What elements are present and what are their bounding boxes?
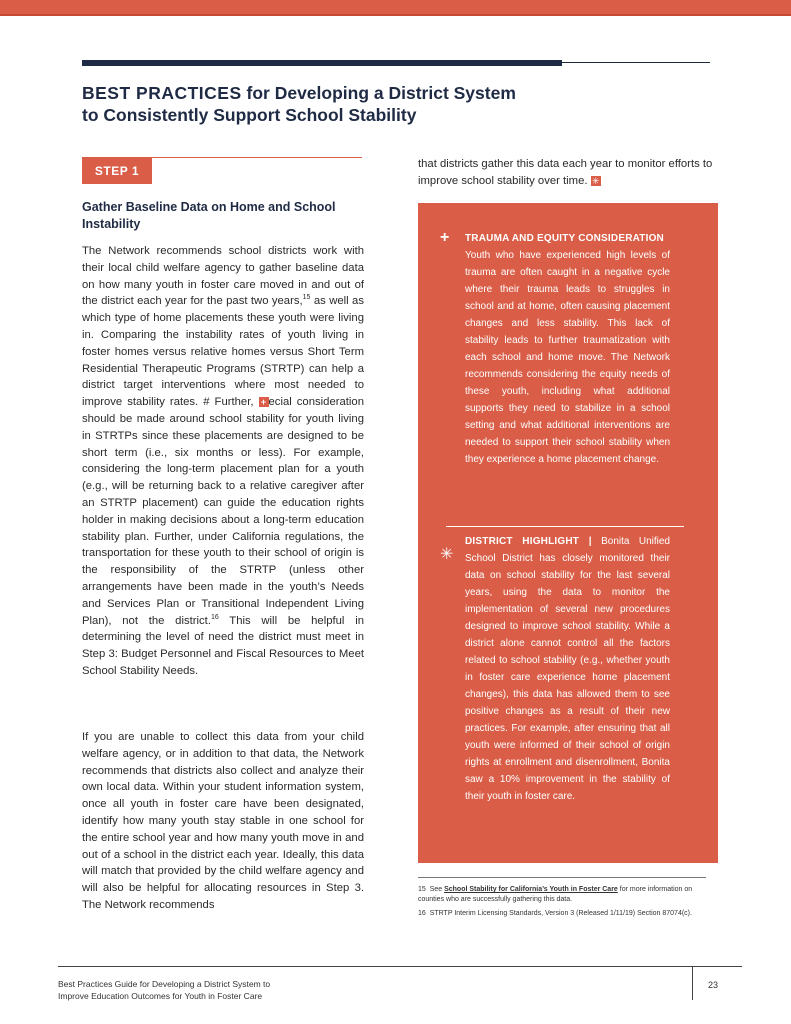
footnote-rule (418, 877, 706, 878)
footnote-15-pre: See (429, 886, 445, 893)
trauma-lead: TRAUMA AND EQUITY CONSIDERATION (465, 233, 664, 244)
footnote-15-post: for more information on counties who are successfully gathering this data. (418, 886, 693, 903)
footnote-16 (418, 909, 708, 919)
p1-part-a: The Network recommends school districts work with their local child welfare agency to gather baseline data on how many youth in foster care moved in and out of the district each year for the past two years, (82, 245, 364, 308)
footnote-15-link[interactable]: School Stability for California’s Youth in Foster Care (444, 886, 618, 893)
body-paragraph-2: If you are unable to collect this data from your child welfare agency, or in addition to that data, the Network recommends that districts also collect and analyze their own local data. Within your student information system, once all youth in foster care have been designated, identify how many youth stay stable in one school for the entire school year and how many youth move in and out of a school in the district each year. Ideally, this data will match that provided by the child welfare agency and will also be helpful for allocating resources in Step 3. The Network recommends (82, 731, 364, 911)
p1-part-b: as well as which type of home placements these youth were living in. Comparing the instability rates of youth living in foster homes versus relative homes versus Short Term Residential Therapeutic Programs (STRTP) can help a district target interventions where most needed to improve stability rates. # Further, (82, 295, 364, 409)
plus-icon: + (440, 229, 450, 246)
asterisk-icon: ✳ (440, 546, 454, 563)
footnote-ref-15[interactable]: 15 (302, 294, 311, 302)
top-banner (0, 0, 791, 14)
footer-title (58, 978, 378, 1002)
title-rest: for Developing a District System (241, 83, 516, 103)
highlight-text: Bonita Unified School District has closely monitored their data on school stability for the last several years, using the data to monitor the implementation of several new procedures designed to improve school stability. While a district alone cannot control all the factors related to school stability (e.g., whether youth in foster care experience home placement changes), this data has allowed them to see positive changes as a result of their new practices. For example, after ensuring that all youth were informed of their school of origin rights at enrollment and disenrollment, Bonita saw a 10% improvement in the stability of their youth in foster care. (465, 536, 670, 802)
section-heading: Gather Baseline Data on Home and School Instability (82, 200, 336, 231)
footer-rule (58, 966, 742, 967)
highlight-lead: DISTRICT HIGHLIGHT | (465, 536, 592, 547)
trauma-equity-callout (465, 230, 670, 468)
title-bold: BEST PRACTICES (82, 83, 242, 103)
callout-divider (446, 526, 684, 527)
footer-line-2: Improve Education Outcomes for Youth in Foster Care (58, 991, 263, 1001)
step-badge: STEP 1 (82, 158, 152, 184)
page-number: 23 (708, 980, 719, 990)
footnote-16-number: 16 (418, 910, 426, 917)
top-banner-line (0, 14, 791, 16)
trauma-text: Youth who have experienced high levels of trauma are often caught in a negative cycle where their trauma leads to struggles in school and at home, often causing placement changes and less stability. This lack of stability leads to further traumatization with each school and home move. The Network recommends considering the equity needs of these youth, including what additional supports they need to stabilize in a school setting and what additional interventions are needed to support their school stability when they experience a home placement change. (465, 250, 670, 465)
p1-part-d: This will be helpful in determining the level of need the district must meet in Step 3: Budget Personnel and Fiscal Resources to Meet School Stability Needs. (82, 614, 364, 677)
plus-icon: + (259, 397, 269, 407)
title-line-2: to Consistently Support School Stability (82, 105, 417, 125)
continued-paragraph (418, 156, 718, 190)
continued-text: that districts gather this data each year to monitor efforts to improve school stability over time. (418, 158, 713, 187)
page-title (82, 82, 642, 126)
p1-part-c: ecial consideration should be made around school stability for youth living in STRTPs since these placements are designed to be short term (i.e., six months or less). For example, considering the long-term placement plan for a youth (e.g., will be returning back to a relative caregiver after an STRTP placement) can guide the education rights holder in making decisions about a long-term education stability plan. Further, under California regulations, the transportation for these youth to their school of origin is the responsibility of the STRTP (unless other arrangements have been made in the youth’s Needs and Services Plan or Transitional Independent Living Plan), not the district. (82, 396, 364, 627)
footnote-15-number: 15 (418, 886, 426, 893)
body-paragraph-1 (82, 243, 364, 680)
footnote-16-text: STRTP Interim Licensing Standards, Version 3 (Released 1/11/19) Section 87074(c). (429, 910, 692, 917)
title-rule-thin (562, 62, 710, 63)
footnotes (418, 885, 708, 923)
asterisk-icon: ✳ (591, 175, 600, 186)
footer-divider (692, 966, 693, 1000)
footnote-15 (418, 885, 708, 905)
footnote-ref-16[interactable]: 16 (210, 613, 219, 621)
footer-line-1: Best Practices Guide for Developing a District System to (58, 979, 271, 989)
district-highlight-callout (465, 533, 670, 805)
title-rule (82, 60, 562, 66)
